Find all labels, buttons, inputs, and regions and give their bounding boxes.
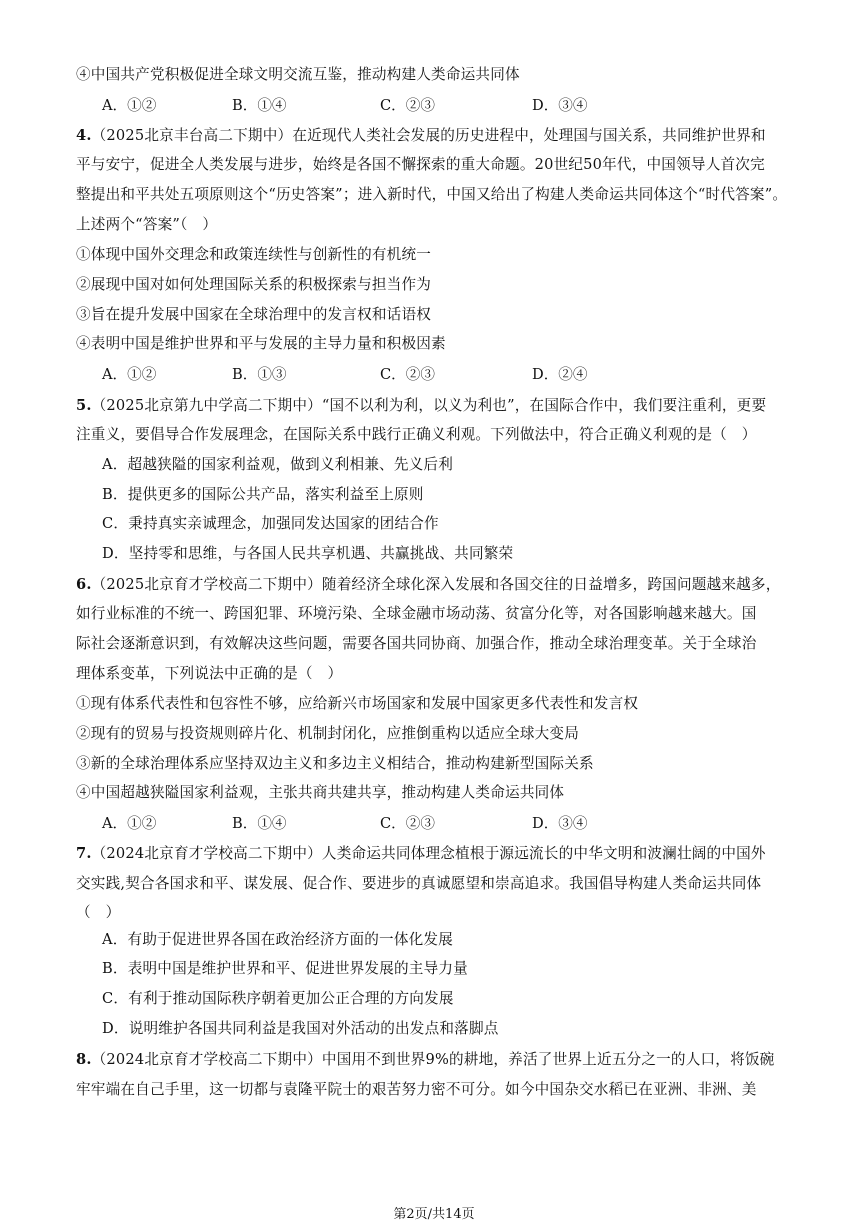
question-7-stem: 交实践,契合各国求和平、谋发展、促合作、要进步的真诚愿望和崇高追求。我国倡导构建人类命运共同体: [76, 875, 762, 892]
question-4-stem: 4.（2025北京丰台高二下期中）在近现代人类社会发展的历史进程中，处理国与国关系，共同维护世界和: [76, 127, 766, 144]
option-statement: ④中国超越狭隘国家利益观，主张共商共建共享，推动构建人类命运共同体: [76, 784, 565, 801]
answer-option-d: D．③④: [532, 815, 588, 832]
answer-option-c: C．秉持真实亲诚理念，加强同发达国家的团结合作: [102, 515, 439, 532]
question-5-stem: 注重义，要倡导合作发展理念，在国际关系中践行正确义利观。下列做法中，符合正确义利观的是（ ）: [76, 426, 757, 443]
answer-option-d: D．②④: [532, 366, 588, 383]
answer-option-b: B．①③: [232, 366, 287, 383]
answer-option-a: A．有助于促进世界各国在政治经济方面的一体化发展: [102, 931, 453, 948]
option-statement: ③新的全球治理体系应坚持双边主义和多边主义相结合，推动构建新型国际关系: [76, 755, 594, 772]
answer-option-c: C．有利于推动国际秩序朝着更加公正合理的方向发展: [102, 990, 454, 1007]
answer-option-b: B．表明中国是维护世界和平、促进世界发展的主导力量: [102, 960, 468, 977]
option-statement: ④中国共产党积极促进全球文明交流互鉴，推动构建人类命运共同体: [76, 66, 520, 83]
question-4-stem: 平与安宁，促进全人类发展与进步，始终是各国不懈探索的重大命题。20世纪50年代，中国领导人首次完: [76, 156, 765, 173]
answer-options-row-q3: [102, 96, 722, 116]
question-6-stem: 6.（2025北京育才学校高二下期中）随着经济全球化深入发展和各国交往的日益增多，跨国问题越来越多，: [76, 576, 781, 593]
option-statement: ②展现中国对如何处理国际关系的积极探索与担当作为: [76, 276, 432, 293]
question-number: 8.: [76, 1051, 92, 1068]
question-6-stem: 如行业标准的不统一、跨国犯罪、环境污染、全球金融市场动荡、贫富分化等，对各国影响越来越大。国: [76, 605, 757, 622]
answer-option-b: B．①④: [232, 815, 287, 832]
answer-option-c: C．②③: [380, 97, 435, 114]
answer-option-d: D．说明维护各国共同利益是我国对外活动的出发点和落脚点: [102, 1020, 499, 1037]
question-number: 5.: [76, 397, 92, 414]
answer-option-d: D．③④: [532, 97, 588, 114]
option-statement: ②现有的贸易与投资规则碎片化、机制封闭化，应推倒重构以适应全球大变局: [76, 725, 579, 742]
question-4-stem: 上述两个“答案”（ ）: [76, 216, 218, 233]
answer-option-a: A．①②: [102, 815, 157, 832]
answer-option-c: C．②③: [380, 815, 435, 832]
question-number: 7.: [76, 845, 92, 862]
answer-option-b: B．①④: [232, 97, 287, 114]
question-8-stem: 牢牢端在自己手里，这一切都与袁隆平院士的艰苦努力密不可分。如今中国杂交水稻已在亚洲、非洲、美: [76, 1081, 757, 1098]
answer-options-row-q4: [102, 365, 722, 385]
option-statement: ①体现中国外交理念和政策连续性与创新性的有机统一: [76, 246, 432, 263]
answer-option-b: B．提供更多的国际公共产品，落实利益至上原则: [102, 486, 424, 503]
option-statement: ④表明中国是维护世界和平与发展的主导力量和积极因素: [76, 335, 446, 352]
question-6-stem: 理体系变革，下列说法中正确的是（ ）: [76, 665, 343, 682]
question-7-stem: （ ）: [76, 904, 121, 921]
answer-option-c: C．②③: [380, 366, 435, 383]
page-number-footer: 第2页/共14页: [393, 1207, 475, 1222]
answer-option-a: A．超越狭隘的国家利益观，做到义利相兼、先义后利: [102, 456, 453, 473]
question-5-stem: 5.（2025北京第九中学高二下期中）“国不以利为利，以义为利也”，在国际合作中，我们要注重利，更要: [76, 397, 767, 414]
question-4-stem: 整提出和平共处五项原则这个“历史答案”；进入新时代，中国又给出了构建人类命运共同体这个“时代答案”。: [76, 186, 788, 203]
answer-options-row-q6: [102, 814, 722, 834]
answer-option-d: D．坚持零和思维，与各国人民共享机遇、共赢挑战、共同繁荣: [102, 545, 514, 562]
question-7-stem: 7.（2024北京育才学校高二下期中）人类命运共同体理念植根于源远流长的中华文明和波澜壮阔的中国外: [76, 845, 766, 862]
question-number: 4.: [76, 127, 92, 144]
question-8-stem: 8.（2024北京育才学校高二下期中）中国用不到世界9%的耕地，养活了世界上近五分之一的人口，将饭碗: [76, 1051, 775, 1068]
option-statement: ①现有体系代表性和包容性不够，应给新兴市场国家和发展中国家更多代表性和发言权: [76, 695, 639, 712]
question-6-stem: 际社会逐渐意识到，有效解决这些问题，需要各国共同协商、加强合作，推动全球治理变革。关于全球治: [76, 635, 757, 652]
answer-option-a: A．①②: [102, 366, 157, 383]
question-number: 6.: [76, 576, 92, 593]
answer-option-a: A．①②: [102, 97, 157, 114]
option-statement: ③旨在提升发展中国家在全球治理中的发言权和话语权: [76, 306, 432, 323]
